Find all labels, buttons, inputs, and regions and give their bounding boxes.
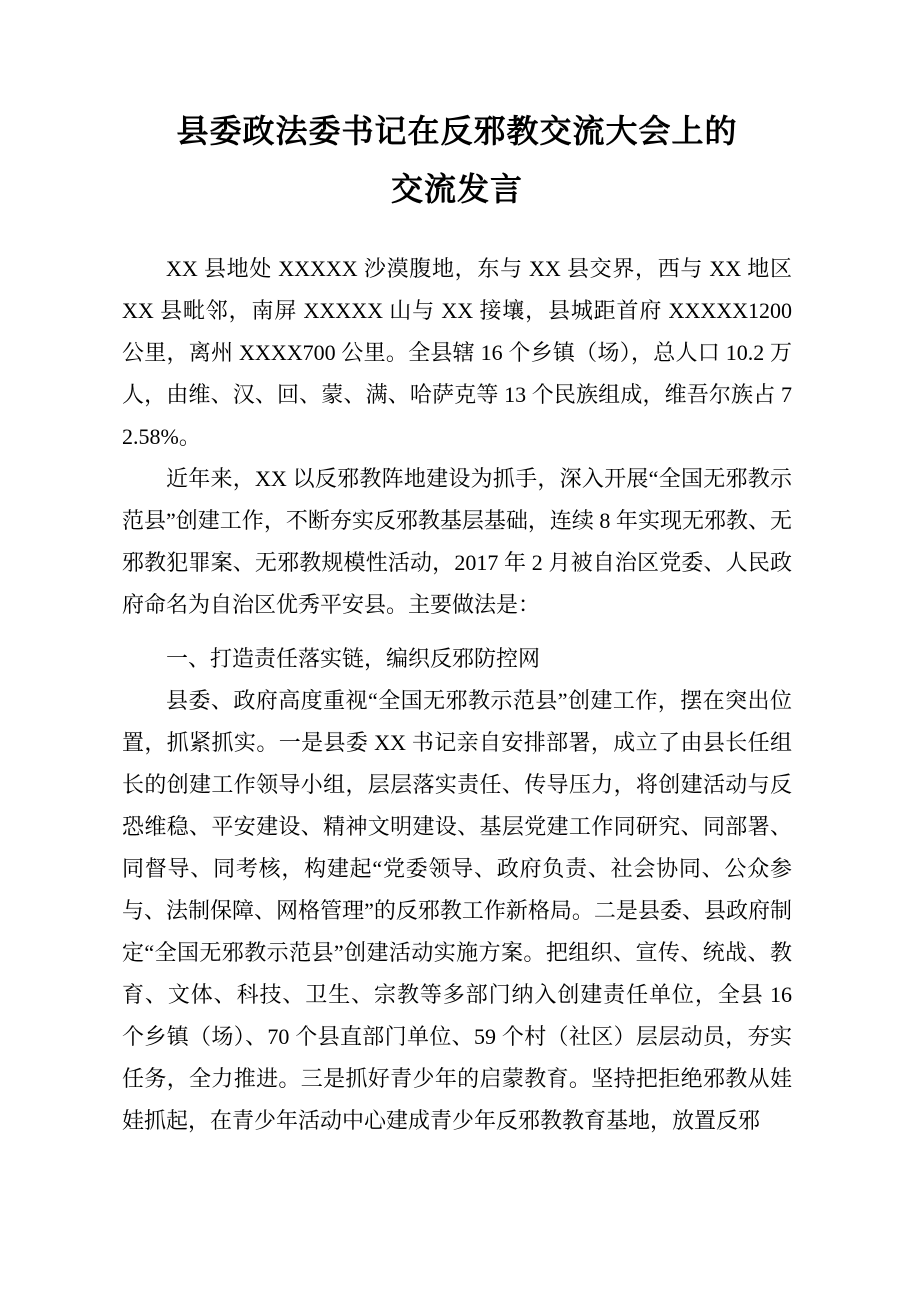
document-title-line-2: 交流发言 <box>390 170 523 208</box>
document-title-line-1: 县委政法委书记在反邪教交流大会上的 <box>176 112 738 150</box>
section-1-body: 县委、政府高度重视“全国无邪教示范县”创建工作，摆在突出位置，抓紧抓实。一是县委 XX 书记亲自安排部署，成立了由县长任组长的创建工作领导小组，层层落实责任、传导压力，将创建活动与反恐维稳、平安建设、精神文明建设、基层党建工作同研究、同部署、同督导、同考核，构建起“党委领导、政府负责、社会协同、公众参与、法制保障、网格管理”的反邪教工作新格局。二是县委、县政府制定“全国无邪教示范县”创建活动实施方案。把组织、宣传、统战、教育、文体、科技、卫生、宗教等多部门纳入创建责任单位，全县 16 个乡镇（场）、70 个县直部门单位、59 个村（社区）层层动员，夯实任务，全力推进。三是抓好青少年的启蒙教育。坚持把拒绝邪教从娃娃抓起，在青少年活动中心建成青少年反邪教教育基地，放置反邪 <box>122 688 792 1133</box>
document-title <box>122 102 792 218</box>
paragraph-recent-years: 近年来，XX 以反邪教阵地建设为抓手，深入开展“全国无邪教示范县”创建工作，不断夯实反邪教基层基础，连续 8 年实现无邪教、无邪教犯罪案、无邪教规模性活动，2017 年 2 月被自治区党委、人民政府命名为自治区优秀平安县。主要做法是： <box>122 466 792 617</box>
paragraph-intro: XX 县地处 XXXXX 沙漠腹地，东与 XX 县交界，西与 XX 地区 XX 县毗邻，南屏 XXXXX 山与 XX 接壤，县城距首府 XXXXX1200 公里，离州 XXXX700 公里。全县辖 16 个乡镇（场），总人口 10.2 万人，由维、汉、回、蒙、满、哈萨克等 13 个民族组成，维吾尔族占 72.58%。 <box>122 256 792 449</box>
section-1-heading: 一、打造责任落实链，编织反邪防控网 <box>166 646 541 671</box>
